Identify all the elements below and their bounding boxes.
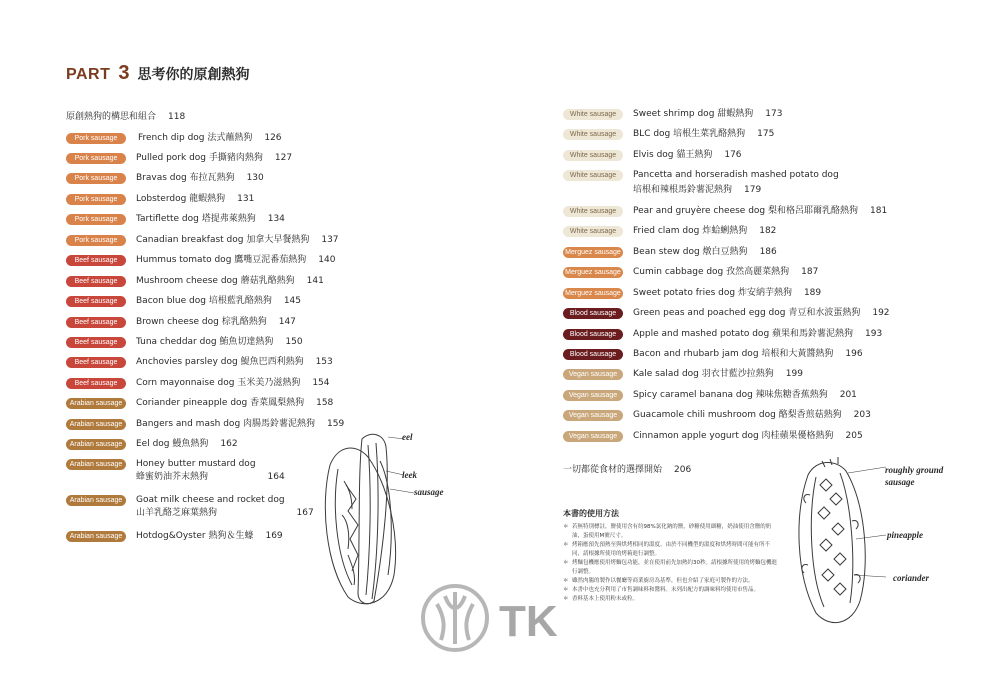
recipe-page: 153 [315, 357, 333, 367]
recipe-name: Coriander pineapple dog 香菜鳳梨熱狗 [136, 398, 305, 408]
sausage-badge: Blood sausage [563, 329, 623, 340]
sausage-badge: Vegan sausage [563, 431, 623, 442]
recipe-page: 182 [759, 226, 777, 236]
recipe-name-zh: 培根和辣根馬鈴薯泥熱狗 [633, 185, 733, 195]
toc-intro-text: 原創熱狗的構思和組合 [66, 112, 157, 122]
toc-row[interactable] [66, 458, 285, 484]
toc-row[interactable] [563, 368, 803, 381]
recipe-name: Cumin cabbage dog 孜然高麗菜熱狗 [633, 267, 790, 277]
toc-row[interactable] [66, 152, 292, 165]
recipe-name: Mushroom cheese dog 蘑菇乳酪熱狗 [136, 276, 295, 286]
watermark-emblem-icon [415, 578, 575, 658]
sausage-badge: Arabian sausage [66, 459, 126, 470]
recipe-page: 147 [278, 317, 296, 327]
recipe-page: 131 [237, 194, 255, 204]
recipe-name: Sweet potato fries dog 炸安納芋熱狗 [633, 288, 792, 298]
toc-row[interactable] [563, 205, 887, 218]
recipe-page: 169 [265, 531, 283, 541]
recipe-name: Guacamole chili mushroom dog 酪梨香煎菇熱狗 [633, 410, 842, 420]
usage-note-text: 若無特別標註，鹽使用含有約98%氯化鈉的鹽，砂糖使用細糖，奶油使用含鹽的奶油，蛋使用M號尺寸。 [572, 524, 772, 539]
sketch-label: leek [402, 470, 417, 480]
asterisk-icon: ＊ [563, 578, 569, 584]
recipe-name: Anchovies parsley dog 鯷魚巴西利熱狗 [136, 357, 304, 367]
toc-row[interactable] [66, 336, 303, 349]
sausage-badge: Arabian sausage [66, 439, 126, 450]
recipe-name: Pear and gruyère cheese dog 梨和格呂耶爾乳酪熱狗 [633, 206, 859, 216]
sausage-badge: Beef sausage [66, 296, 126, 307]
recipe-name: Lobsterdog 龍蝦熱狗 [136, 194, 226, 204]
toc-row[interactable] [563, 348, 863, 361]
usage-note [563, 586, 778, 595]
asterisk-icon: ＊ [563, 560, 569, 566]
recipe-page: 145 [283, 296, 302, 306]
sausage-badge: Merguez sausage [563, 288, 623, 299]
toc-row[interactable] [563, 287, 821, 300]
toc-row[interactable] [563, 225, 776, 238]
toc-row[interactable] [66, 530, 283, 543]
usage-note-text: 烤麵包機應使用烤麵包功能，並在使用前先加熱約30秒。請根據所使用的烤麵包機進行調整。 [572, 560, 778, 575]
recipe-page: 150 [285, 337, 303, 347]
toc-row[interactable] [563, 389, 857, 402]
toc-row[interactable] [563, 430, 863, 443]
sausage-badge: Pork sausage [66, 173, 126, 184]
recipe-name [136, 494, 285, 520]
recipe-name-en: Pancetta and horseradish mashed potato dog [633, 170, 839, 180]
recipe-page: 159 [327, 419, 345, 429]
recipe-page: 186 [759, 247, 777, 257]
toc-closing-page: 206 [674, 465, 692, 475]
usage-notes [563, 508, 778, 604]
sketch-label: sausage [885, 477, 915, 487]
sausage-badge: White sausage [563, 226, 623, 237]
recipe-page: 193 [865, 329, 883, 339]
sausage-badge: Blood sausage [563, 349, 623, 360]
recipe-page: 173 [765, 109, 783, 119]
recipe-name [136, 458, 256, 484]
toc-closing[interactable] [563, 462, 691, 475]
toc-row[interactable] [66, 193, 254, 206]
recipe-page: 134 [267, 214, 285, 224]
watermark [415, 578, 575, 658]
recipe-name: Bean stew dog 燉白豆熱狗 [633, 247, 748, 257]
recipe-name: Elvis dog 貓王熱狗 [633, 150, 713, 160]
toc-row[interactable] [563, 128, 774, 141]
toc-row[interactable] [563, 169, 839, 197]
asterisk-icon: ＊ [563, 587, 569, 593]
recipe-name-zh: 蜂蜜奶油芥末熱狗 [136, 472, 209, 482]
sausage-badge: Beef sausage [66, 276, 126, 287]
toc-row[interactable] [66, 213, 285, 226]
toc-row[interactable] [563, 266, 818, 279]
toc-row[interactable] [66, 356, 333, 369]
recipe-name: Hotdog&Oyster 熱狗＆生蠔 [136, 531, 254, 541]
toc-row[interactable] [563, 409, 871, 422]
sausage-badge: Arabian sausage [66, 419, 126, 430]
usage-note [563, 595, 778, 604]
recipe-page: 158 [316, 398, 334, 408]
usage-note-text: 本書中也充分利用了市售調味料和醬料。未列出配方的調味料均使用市售品。 [572, 587, 760, 593]
part-number: 3 [118, 62, 130, 84]
sausage-badge: Beef sausage [66, 337, 126, 348]
sausage-badge: Vegan sausage [563, 369, 623, 380]
toc-row[interactable] [66, 172, 264, 185]
usage-note-text: 香料基本上使用粉末或粒。 [572, 596, 639, 602]
recipe-name: Bravas dog 布拉瓦熱狗 [136, 173, 235, 183]
recipe-page: 126 [264, 133, 282, 143]
recipe-name-en: Honey butter mustard dog [136, 459, 256, 469]
recipe-name: Eel dog 鰻魚熱狗 [136, 439, 209, 449]
recipe-page: 127 [274, 153, 293, 163]
recipe-name: Kale salad dog 羽衣甘藍沙拉熱狗 [633, 369, 774, 379]
toc-row[interactable] [66, 275, 324, 288]
recipe-page: 164 [267, 472, 285, 482]
toc-intro[interactable] [66, 109, 185, 122]
recipe-name: Brown cheese dog 棕乳酪熱狗 [136, 317, 267, 327]
toc-row[interactable] [66, 377, 330, 390]
sketch-label: sausage [414, 487, 444, 497]
sausage-badge: Vegan sausage [563, 410, 623, 421]
toc-row[interactable] [563, 149, 742, 162]
sausage-badge: Merguez sausage [563, 267, 623, 278]
toc-intro-page: 118 [168, 112, 186, 122]
sausage-badge: Merguez sausage [563, 247, 623, 258]
sausage-badge: White sausage [563, 129, 623, 140]
recipe-page: 192 [872, 308, 890, 318]
recipe-page: 141 [306, 276, 324, 286]
asterisk-icon: ＊ [563, 524, 569, 530]
recipe-name: Green peas and poached egg dog 青豆和水波蛋熱狗 [633, 308, 861, 318]
recipe-name: Corn mayonnaise dog 玉米美乃滋熱狗 [136, 378, 301, 388]
sausage-badge: Vegan sausage [563, 390, 623, 401]
recipe-page: 162 [220, 439, 238, 449]
recipe-name: French dip dog 法式蘸熱狗 [138, 133, 253, 143]
usage-note-text: 烤箱應預先預熱至與烘烤相同的溫度。由於不同機型的溫度和烘烤時間可能有所不同，請根據所使用的烤箱進行調整。 [572, 542, 771, 557]
recipe-page: 137 [321, 235, 339, 245]
recipe-page: 154 [312, 378, 330, 388]
sausage-badge: White sausage [563, 150, 623, 161]
page-title [66, 62, 250, 86]
sausage-badge: Beef sausage [66, 357, 126, 368]
recipe-name: Canadian breakfast dog 加拿大早餐熱狗 [136, 235, 310, 245]
recipe-page: 130 [246, 173, 264, 183]
recipe-name-zh: 山羊乳酪芝麻葉熱狗 [136, 508, 218, 518]
toc-row[interactable] [563, 108, 782, 121]
recipe-name: Apple and mashed potato dog 蘋果和馬鈴薯泥熱狗 [633, 329, 854, 339]
sausage-badge: White sausage [563, 170, 623, 181]
recipe-page: 189 [803, 288, 822, 298]
sausage-badge: Blood sausage [563, 308, 623, 319]
recipe-name: Hummus tomato dog 鷹嘴豆泥番茄熱狗 [136, 255, 307, 265]
toc-row[interactable] [66, 254, 335, 267]
usage-note [563, 577, 778, 586]
recipe-page: 187 [801, 267, 819, 277]
asterisk-icon: ＊ [563, 542, 569, 548]
toc-row[interactable] [66, 397, 333, 410]
recipe-name: Pulled pork dog 手撕豬肉熱狗 [136, 153, 263, 163]
recipe-page: 140 [318, 255, 336, 265]
chapter-title: 思考你的原創熱狗 [137, 67, 250, 83]
usage-note [563, 523, 778, 541]
recipe-name: Bangers and mash dog 肉腸馬鈴薯泥熱狗 [136, 419, 316, 429]
toc-row[interactable] [563, 328, 882, 341]
recipe-name: Tuna cheddar dog 鮪魚切達熱狗 [136, 337, 274, 347]
recipe-name: Bacon blue dog 培根藍乳酪熱狗 [136, 296, 272, 306]
recipe-page: 176 [724, 150, 742, 160]
sausage-badge: White sausage [563, 109, 623, 120]
recipe-page: 179 [744, 185, 762, 195]
sketch-label: eel [402, 432, 413, 442]
recipe-page: 199 [785, 369, 803, 379]
recipe-page: 196 [845, 349, 863, 359]
toc-row[interactable] [66, 295, 301, 308]
sausage-badge: Pork sausage [66, 235, 126, 246]
recipe-name: Spicy caramel banana dog 辣味焦糖香蕉熱狗 [633, 390, 828, 400]
sausage-badge: Arabian sausage [66, 531, 126, 542]
toc-row[interactable] [66, 234, 339, 247]
recipe-name [633, 169, 839, 197]
sausage-badge: Pork sausage [66, 153, 126, 164]
recipe-page: 175 [757, 129, 775, 139]
watermark-text: TK [499, 597, 558, 646]
toc-row[interactable] [563, 307, 890, 320]
usage-note [563, 559, 778, 577]
sausage-badge: Pork sausage [66, 194, 126, 205]
recipe-page: 181 [870, 206, 888, 216]
sausage-badge: Beef sausage [66, 378, 126, 389]
usage-note-text: 雖然肉腸的製作以餐廳等商業廚房為基準，但也介紹了家庭可製作的方法。 [572, 578, 754, 584]
recipe-name: Bacon and rhubarb jam dog 培根和大黃醬熱狗 [633, 349, 834, 359]
toc-row[interactable] [563, 246, 777, 259]
sausage-badge: Beef sausage [66, 255, 126, 266]
sketch-label: pineapple [887, 530, 923, 540]
hotdog-sketch-eel [318, 425, 418, 610]
toc-row[interactable] [66, 316, 296, 329]
recipe-page: 205 [845, 431, 863, 441]
recipe-page: 201 [839, 390, 857, 400]
recipe-page: 203 [853, 410, 871, 420]
toc-row[interactable] [66, 438, 238, 451]
sausage-badge: Pork sausage [66, 214, 126, 225]
sausage-badge: Arabian sausage [66, 398, 126, 409]
recipe-name-en: Goat milk cheese and rocket dog [136, 495, 285, 505]
sausage-badge: White sausage [563, 206, 623, 217]
usage-notes-title: 本書的使用方法 [563, 509, 619, 518]
recipe-name: Tartiflette dog 塔提弗萊熱狗 [136, 214, 256, 224]
hotdog-sketch-pineapple [790, 455, 890, 630]
recipe-name: Sweet shrimp dog 甜蝦熱狗 [633, 109, 754, 119]
toc-row[interactable] [66, 418, 344, 431]
asterisk-icon: ＊ [563, 596, 569, 602]
recipe-name: Cinnamon apple yogurt dog 肉桂蘋果優格熱狗 [633, 431, 834, 441]
sketch-label: coriander [893, 573, 929, 583]
recipe-name: Fried clam dog 炸蛤蜊熱狗 [633, 226, 748, 236]
part-label: PART [66, 66, 111, 83]
toc-closing-text: 一切都從食材的選擇開始 [563, 465, 663, 475]
sketch-label: roughly ground [885, 465, 944, 475]
usage-note [563, 541, 778, 559]
toc-row[interactable] [66, 494, 314, 520]
recipe-name: BLC dog 培根生菜乳酪熱狗 [633, 129, 746, 139]
toc-row[interactable] [66, 132, 282, 145]
sausage-badge: Beef sausage [66, 317, 126, 328]
sausage-badge: Arabian sausage [66, 495, 126, 506]
recipe-page: 167 [296, 508, 314, 518]
sausage-badge: Pork sausage [66, 133, 126, 144]
